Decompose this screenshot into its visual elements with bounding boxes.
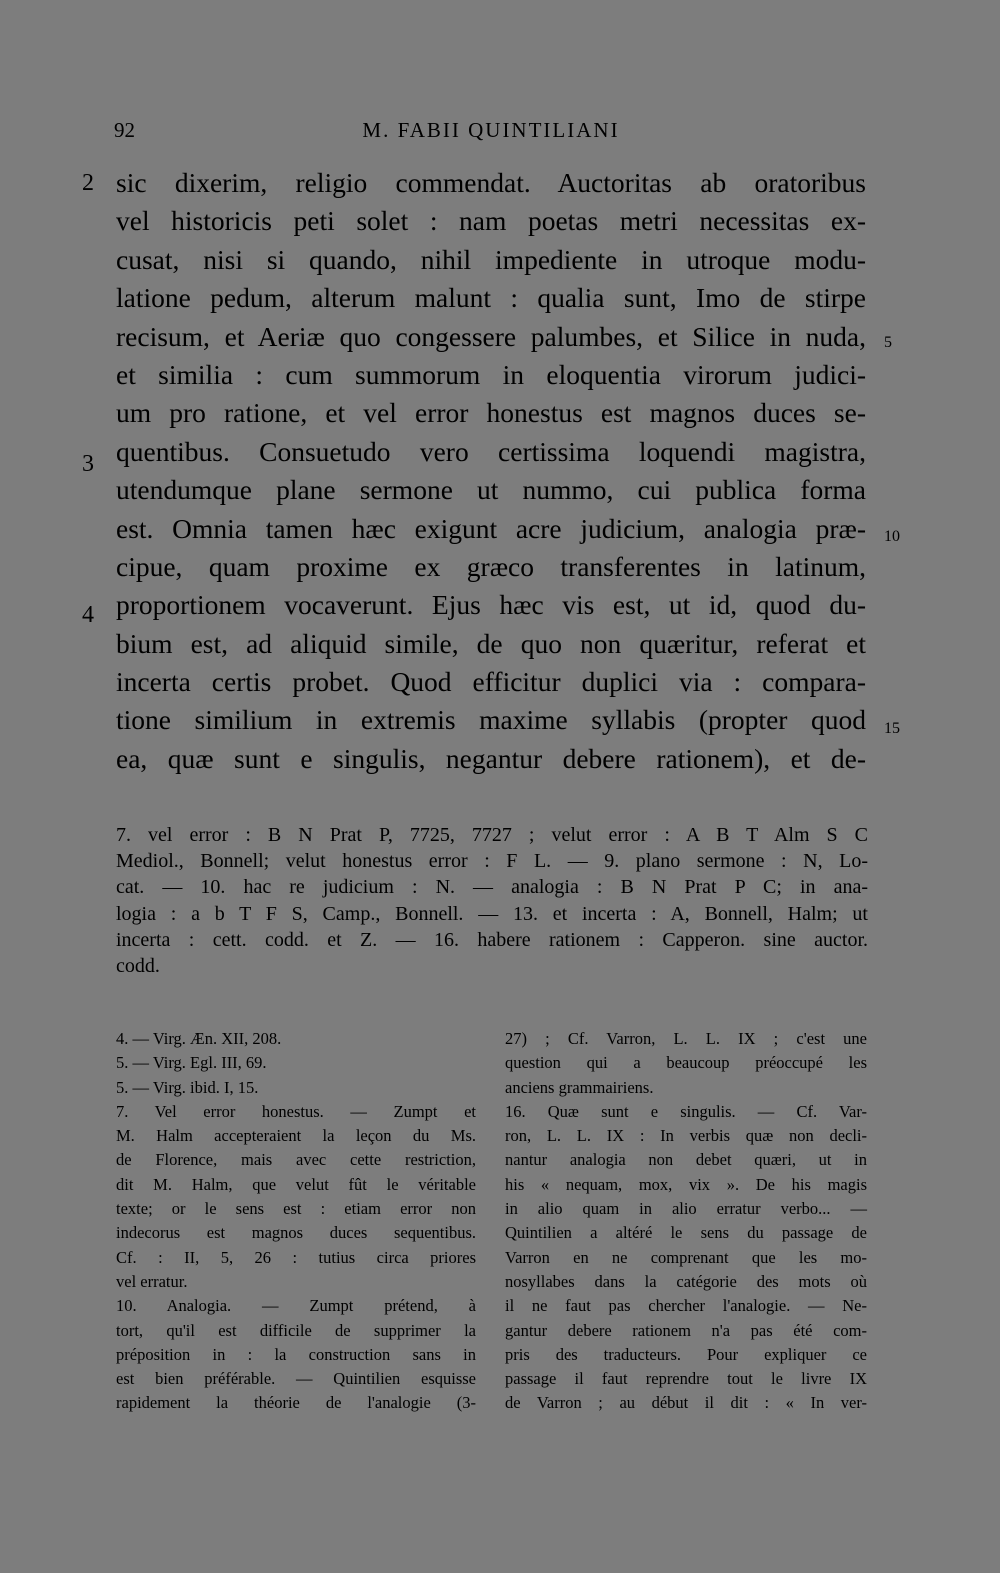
note-line: Varron en ne comprenant que les mo- [505, 1247, 867, 1267]
note-line: in alio quam in alio erratur verbo... — [505, 1199, 867, 1219]
note-line: dit M. Halm, que velut fût le véritable [116, 1174, 476, 1194]
text-line: tione similium in extremis maxime syllabis (propter quod [116, 704, 866, 736]
text-line: quentibus. Consuetudo vero certissima loquendi magistra, [116, 435, 866, 467]
apparatus-line: incerta : cett. codd. et Z. — 16. habere rationem : Capperon. sine auctor. [116, 928, 868, 951]
text-line: latione pedum, alterum malunt : qualia sunt, Imo de stirpe [116, 282, 866, 314]
text-line: ea, quæ sunt e singulis, negantur debere rationem), et de- [116, 742, 866, 774]
note-line: anciens grammairiens. [505, 1077, 654, 1097]
text-line: proportionem vocaverunt. Ejus hæc vis est, ut id, quod du- [116, 589, 866, 621]
note-line: pris des traducteurs. Pour expliquer ce [505, 1344, 867, 1364]
note-line: gantur debere rationem n'a pas été com- [505, 1320, 867, 1340]
note-line: 7. Vel error honestus. — Zumpt et [116, 1101, 476, 1121]
note-line: question qui a beaucoup préoccupé les [505, 1053, 867, 1073]
note-line: vel erratur. [116, 1271, 188, 1291]
notes-left-column [116, 1027, 476, 1416]
note-line: his « nequam, mox, vix ». De his magis [505, 1174, 867, 1194]
text-line: incerta certis probet. Quod efficitur duplici via : compara- [116, 666, 866, 698]
note-line: rapidement la théorie de l'analogie (3- [116, 1393, 476, 1413]
apparatus-line: codd. [116, 954, 160, 977]
section-number: 2 [82, 170, 94, 196]
text-line: sic dixerim, religio commendat. Auctoritas ab oratoribus [116, 167, 866, 198]
note-line: nantur analogia non debet quæri, ut in [505, 1150, 867, 1170]
note-line: 5. — Virg. ibid. I, 15. [116, 1077, 259, 1097]
note-line: Cf. : II, 5, 26 : tutius circa priores [116, 1247, 476, 1267]
note-line: ron, L. L. IX : In verbis quæ non decli- [505, 1126, 867, 1146]
text-line: vel historicis peti solet : nam poetas metri necessitas ex- [116, 205, 866, 237]
note-line: 5. — Virg. Egl. III, 69. [116, 1053, 267, 1073]
note-line: 10. Analogia. — Zumpt prétend, à [116, 1296, 476, 1316]
note-line: 16. Quæ sunt e singulis. — Cf. Var- [505, 1101, 867, 1121]
note-line: nosyllabes dans la catégorie des mots où [505, 1271, 867, 1291]
page-number: 92 [114, 118, 135, 142]
text-line: et similia : cum summorum in eloquentia virorum judici- [116, 358, 866, 390]
note-line: M. Halm accepteraient la leçon du Ms. [116, 1126, 476, 1146]
note-line: il ne faut pas chercher l'analogie. — Ne- [505, 1296, 867, 1316]
page-header [114, 118, 868, 148]
section-number: 3 [82, 451, 94, 477]
critical-apparatus [116, 822, 868, 979]
note-line: de Florence, mais avec cette restriction, [116, 1150, 476, 1170]
note-line: est bien préférable. — Quintilien esquisse [116, 1369, 476, 1389]
note-line: passage il faut reprendre tout le livre IX [505, 1369, 867, 1389]
running-title: M. FABII QUINTILIANI [362, 118, 620, 142]
text-line: um pro ratione, et vel error honestus est magnos duces se- [116, 397, 866, 429]
line-number: 15 [884, 720, 900, 737]
note-line: 4. — Virg. Æn. XII, 208. [116, 1029, 282, 1048]
note-line: de Varron ; au début il dit : « In ver- [505, 1393, 867, 1413]
note-line: indecorus est magnos duces sequentibus. [116, 1223, 476, 1243]
main-text [116, 164, 866, 778]
note-line: tort, qu'il est difficile de supprimer la [116, 1320, 476, 1340]
text-line: cipue, quam proxime ex græco transferentes in latinum, [116, 550, 866, 582]
text-line: est. Omnia tamen hæc exigunt acre judicium, analogia præ- [116, 512, 866, 544]
line-number: 5 [884, 334, 892, 351]
apparatus-line: Mediol., Bonnell; velut honestus error : F L. — 9. plano sermone : N, Lo- [116, 850, 868, 873]
notes-right-column [505, 1027, 867, 1416]
note-line: texte; or le sens est : etiam error non [116, 1199, 476, 1219]
note-line: Quintilien a altéré le sens du passage de [505, 1223, 867, 1243]
apparatus-line: cat. — 10. hac re judicium : N. — analogia : B N Prat P C; in ana- [116, 876, 868, 899]
apparatus-line: 7. vel error : B N Prat P, 7725, 7727 ; velut error : A B T Alm S C [116, 824, 868, 846]
section-number: 4 [82, 602, 94, 628]
text-line: bium est, ad aliquid simile, de quo non quæritur, referat et [116, 627, 866, 659]
note-line: préposition in : la construction sans in [116, 1344, 476, 1364]
text-line: cusat, nisi si quando, nihil impediente in utroque modu- [116, 243, 866, 275]
apparatus-line: logia : a b T F S, Camp., Bonnell. — 13. et incerta : A, Bonnell, Halm; ut [116, 902, 868, 925]
text-line: recisum, et Aeriæ quo congessere palumbes, et Silice in nuda, [116, 320, 866, 352]
text-line: utendumque plane sermone ut nummo, cui publica forma [116, 474, 866, 506]
line-number: 10 [884, 528, 900, 545]
note-line: 27) ; Cf. Varron, L. L. IX ; c'est une [505, 1029, 867, 1048]
